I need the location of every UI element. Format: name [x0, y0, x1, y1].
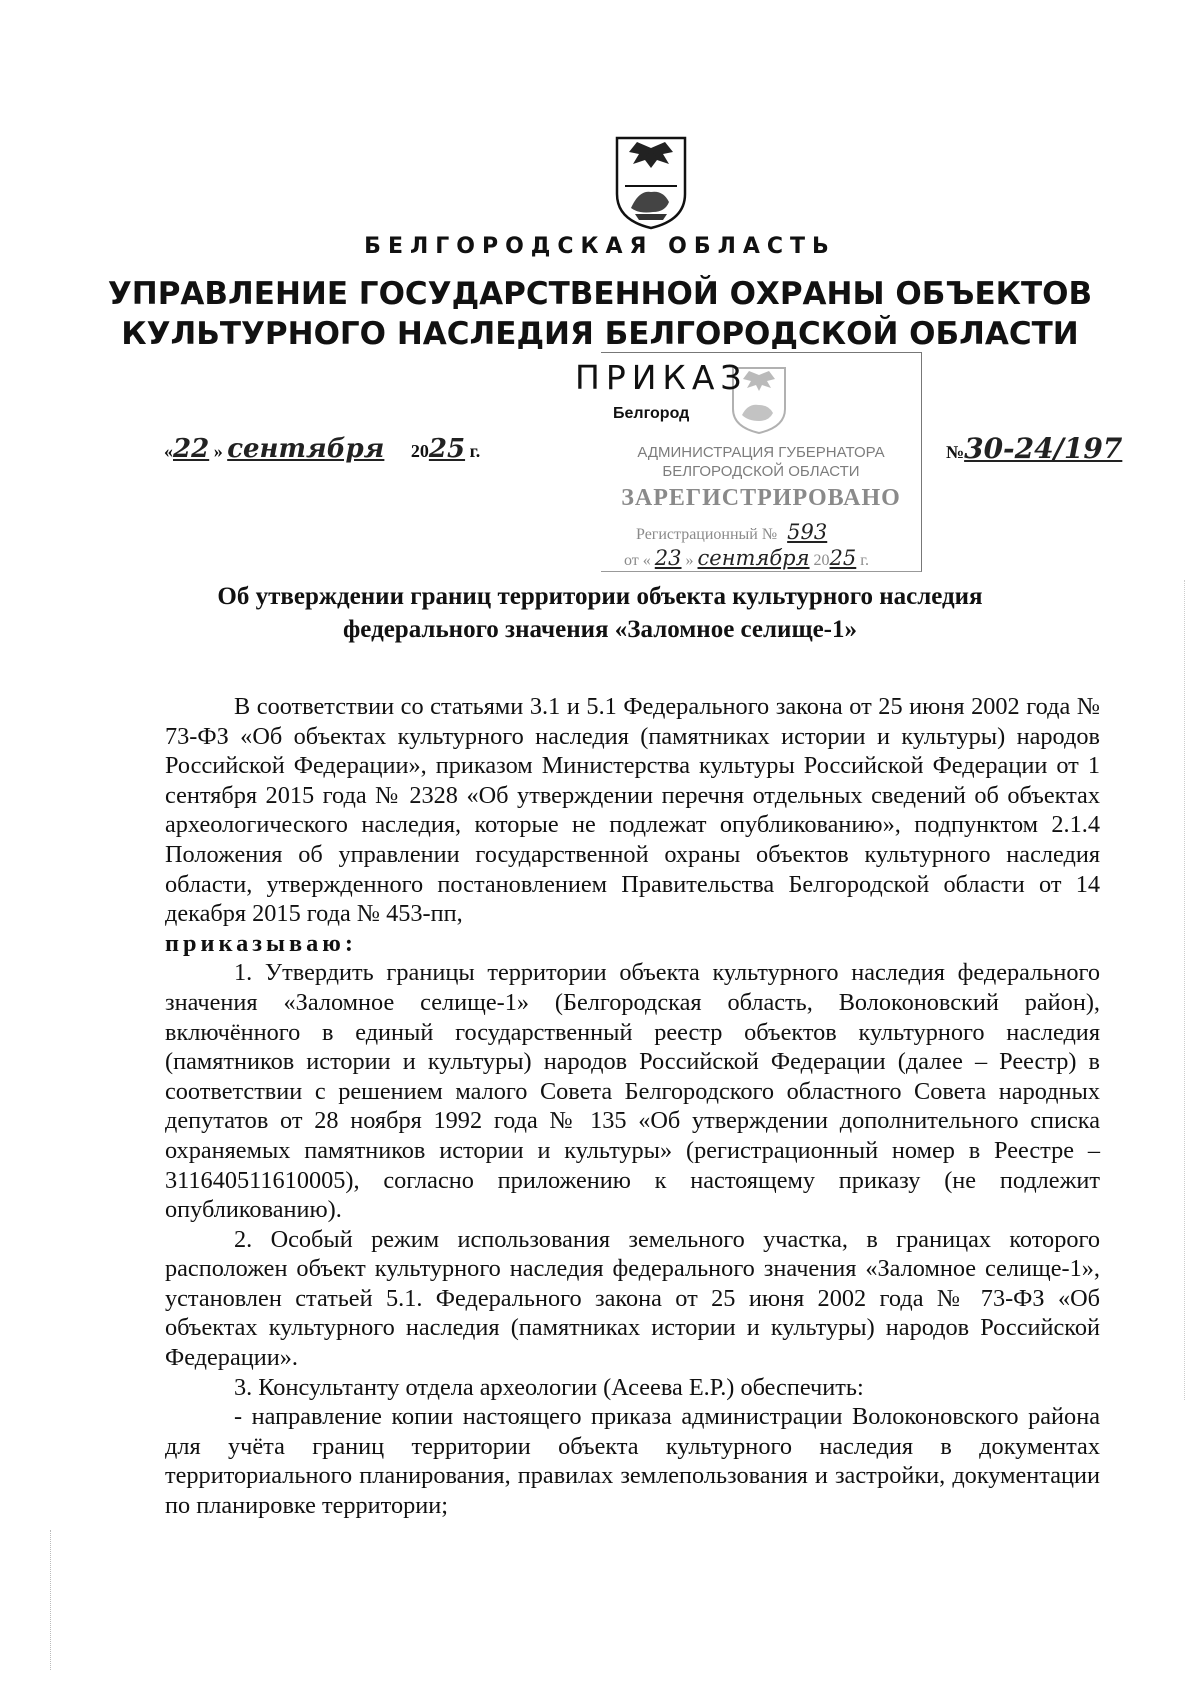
item-3-sub-1-paragraph: - направление копии настоящего приказа администрации Волоконовского района для учёта границ территории объекта культурного наследия в документах территориального планирования, правилах землепользования и застройки, документации по планировке территории; [165, 1403, 1100, 1520]
region-name: БЕЛГОРОДСКАЯ ОБЛАСТЬ [364, 234, 836, 259]
stamp-reg-day: 23 [654, 546, 682, 570]
item-2-paragraph: 2. Особый режим использования земельного участка, в границах которого расположен объект культурного наследия федерального значения «Заломное селище-1», установлен статьей 5.1. Федерального закона от 25 июня 2002 года № 73-ФЗ «Об объектах культурного наследия (памятниках истории и культуры) народов Российской Федерации». [165, 1225, 1100, 1372]
scan-edge-dots-right [1184, 580, 1187, 1400]
order-number-value: 30-24/197 [964, 432, 1123, 465]
stamp-registration-number [636, 520, 827, 544]
preamble-paragraph: В соответствии со статьями 3.1 и 5.1 Федерального закона от 25 июня 2002 года № 73-ФЗ «Об объектах культурного наследия (памятниках истории и культуры) народов Российской Федерации», приказом Министерства культуры Российской Федерации от 1 сентября 2015 года № 2328 «Об утверждении перечня отдельных сведений об объектах археологического наследия, которые не подлежат опубликованию», подпунктом 2.1.4 Положения об управлении государственной охраны объектов культурного наследия области, утвержденного постановлением Правительства Белгородской области от 14 декабря 2015 года № 453-пп, [165, 693, 1100, 928]
coat-of-arms-emblem [613, 134, 689, 230]
stamp-org-line-2: БЕЛГОРОДСКОЙ ОБЛАСТИ [662, 463, 860, 480]
date-open-quote: « [164, 441, 173, 461]
document-title [0, 580, 1200, 646]
department-name [0, 274, 1200, 354]
document-body [165, 692, 1100, 1521]
stamp-reg-label: Регистрационный № [636, 526, 778, 543]
stamp-reg-month: сентября [697, 546, 810, 570]
item-3-paragraph: 3. Консультанту отдела археологии (Асеева Е.Р.) обеспечить: [234, 1373, 864, 1401]
date-month: сентября [227, 434, 385, 464]
date-year-prefix: 20 [410, 441, 429, 461]
stamp-reg-year-unit: г. [860, 552, 870, 569]
date-year-suffix: 25 [428, 434, 466, 464]
date-day: 22 [173, 434, 210, 464]
order-verb: приказываю: [165, 929, 357, 957]
stamp-from-label: от « [624, 552, 651, 569]
title-line-1: Об утверждении границ территории объекта культурного наследия [217, 583, 983, 610]
date-year-unit: г. [469, 441, 481, 461]
department-line-1: УПРАВЛЕНИЕ ГОСУДАРСТВЕННОЙ ОХРАНЫ ОБЪЕКТОВ [107, 276, 1093, 312]
item-1-paragraph: 1. Утвердить границы территории объекта культурного наследия федерального значения «Заломное селище-1» (Белгородская область, Волоконовский район), включённого в единый государственный реестр объектов культурного наследия (памятников истории и культуры) народов Российской Федерации (далее – Реестр) в соответствии с решением малого Совета Белгородского областного Совета народных депутатов от 28 ноября 1992 года № 135 «Об утверждении дополнительного списка охраняемых памятников истории и культуры» (регистрационный номер в Реестре – 311640511610005), согласно приложению к настоящему приказу (не подлежит опубликованию). [165, 959, 1100, 1224]
order-number [946, 432, 1122, 465]
city-name: Белгород [613, 405, 690, 422]
order-verb-paragraph [165, 929, 1100, 959]
stamp-reg-mid: » [685, 552, 694, 569]
department-line-2: КУЛЬТУРНОГО НАСЛЕДИЯ БЕЛГОРОДСКОЙ ОБЛАСТИ [121, 316, 1079, 352]
stamp-organization [601, 443, 921, 481]
stamp-registration-date [624, 546, 869, 570]
stamp-reg-number: 593 [787, 520, 828, 544]
order-date [164, 434, 480, 464]
stamp-reg-year-suffix: 25 [829, 546, 857, 570]
scan-edge-dots [50, 1530, 55, 1670]
stamp-org-line-1: АДМИНИСТРАЦИЯ ГУБЕРНАТОРА [637, 444, 885, 461]
stamp-registered-label: ЗАРЕГИСТРИРОВАНО [621, 485, 901, 511]
order-number-prefix: № [946, 442, 965, 462]
stamp-reg-year-prefix: 20 [813, 552, 830, 569]
title-line-2: федерального значения «Заломное селище-1» [343, 616, 857, 643]
order-heading: ПРИКАЗ [575, 358, 748, 397]
date-mid-quote: » [213, 441, 223, 461]
